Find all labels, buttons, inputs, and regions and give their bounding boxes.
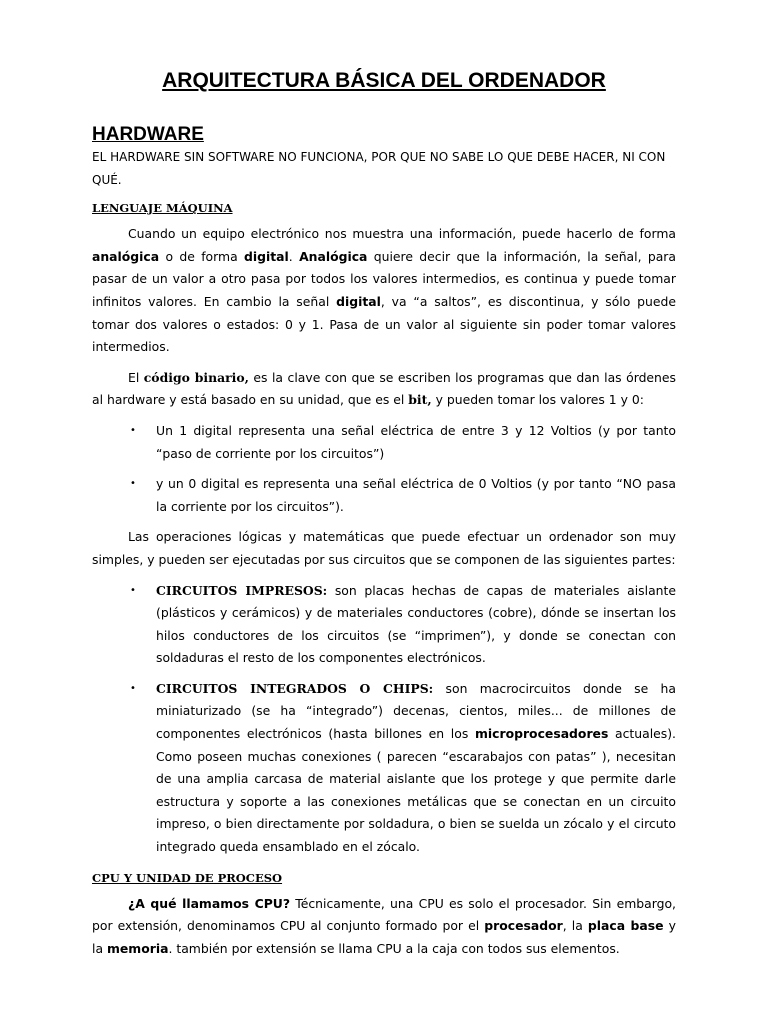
bold-term: bit, bbox=[408, 392, 432, 408]
bold-term: digital bbox=[244, 248, 289, 264]
bullet-icon: • bbox=[130, 682, 136, 694]
list-item bbox=[130, 473, 676, 518]
paragraph-operaciones: Las operaciones lógicas y matemáticas que puede efectuar un ordenador son muy simples, y pueden ser ejecutadas por sus circuitos que se componen de las siguientes partes: bbox=[92, 529, 676, 567]
bold-term: microprocesadores bbox=[474, 726, 609, 742]
text-run: o de forma bbox=[159, 248, 245, 264]
section-heading-cpu: CPU Y UNIDAD DE PROCESO bbox=[92, 870, 283, 885]
bold-term: procesador bbox=[484, 918, 563, 934]
bold-term: ¿A qué llamamos CPU? bbox=[128, 895, 291, 911]
bold-term: CIRCUITOS IMPRESOS: bbox=[156, 582, 328, 598]
list-item-text: y un 0 digital es representa una señal eléctrica de 0 Voltios (y por tanto “NO pasa la corriente por los circuitos”). bbox=[156, 476, 676, 514]
text-run: Cuando un equipo electrónico nos muestra una información, puede hacerlo de forma bbox=[128, 226, 676, 242]
hardware-subtitle: EL HARDWARE SIN SOFTWARE NO FUNCIONA, POR QUE NO SABE LO QUE DEBE HACER, NI CON QUÉ. bbox=[92, 150, 666, 187]
list-item bbox=[130, 678, 677, 859]
text-run: . también por extensión se llama CPU a la caja con todos sus elementos. bbox=[168, 940, 620, 956]
text-run: Técnicamente, una CPU es solo el procesador. Sin embargo, por extensión, denominamos CPU al conjunto formado por el bbox=[92, 895, 676, 934]
bullet-list-circuitos bbox=[92, 580, 676, 859]
bullet-icon: • bbox=[130, 478, 136, 490]
text-run: , va “a saltos”, es discontinua, y sólo puede tomar dos valores o estados: 0 y 1. Pasa de un valor al siguiente sin poder tomar valores intermedios. bbox=[92, 293, 676, 355]
list-item-text: actuales). Como poseen muchas conexiones ( parecen “escarabajos con patas” ), necesitan de una amplia carcasa de material aislante que los protege y que permite darle estructura y soporte a las conexiones metálicas que se conectan en un circuito impreso, o bien directamente por soldadura, o bien se suelda un zócalo y el circuto integrado queda ensamblado en el zócalo. bbox=[156, 726, 677, 855]
bullet-icon: • bbox=[130, 584, 136, 596]
bold-term: código binario, bbox=[143, 369, 249, 385]
text-run: . bbox=[288, 248, 300, 264]
list-item bbox=[130, 580, 676, 670]
bold-term: analógica bbox=[92, 248, 160, 264]
section-heading-lenguaje-maquina: LENGUAJE MÁQUINA bbox=[92, 201, 233, 216]
text-run: y la bbox=[92, 918, 676, 956]
paragraph-analogica-digital bbox=[92, 223, 676, 359]
list-item-text: Un 1 digital representa una señal eléctrica de entre 3 y 12 Voltios (y por tanto “paso de corriente por los circuitos”) bbox=[156, 422, 676, 461]
text-run: El bbox=[128, 369, 144, 385]
bullet-list-voltios bbox=[92, 420, 676, 518]
document-title: ARQUITECTURA BÁSICA DEL ORDENADOR bbox=[162, 69, 606, 92]
text-run: quiere decir que la información, la señal, para pasar de un valor a otro pasa por todos los valores intermedios, es continua y puede tomar infinitos valores. En cambio la señal bbox=[92, 248, 676, 309]
paragraph-cpu bbox=[92, 893, 676, 961]
section-heading-hardware: HARDWARE bbox=[92, 124, 204, 145]
bold-term: memoria bbox=[106, 940, 169, 956]
text-run: es la clave con que se escriben los programas que dan las órdenes al hardware y está basado en su unidad, que es el bbox=[92, 369, 676, 408]
bullet-icon: • bbox=[130, 424, 136, 436]
bold-term: digital bbox=[336, 293, 381, 309]
paragraph-codigo-binario bbox=[92, 367, 676, 412]
bold-term: Analógica bbox=[299, 248, 368, 264]
list-item-text: son macrocircuitos donde se ha miniaturizado (se ha “integrado”) decenas, cientos, miles... de millones de componentes electrónicos (hasta billones en los bbox=[156, 680, 676, 742]
list-item-text: son placas hechas de capas de materiales aislante (plásticos y cerámicos) y de materiales conductores (cobre), dónde se insertan los hilos conductores de los circuitos (se “imprimen”), y donde se conectan con soldaduras el resto de los componentes electrónicos. bbox=[156, 582, 676, 666]
text-run: y pueden tomar los valores 1 y 0: bbox=[431, 392, 644, 408]
bold-term: placa base bbox=[587, 918, 664, 934]
text-run: , la bbox=[562, 918, 588, 934]
bold-term: CIRCUITOS INTEGRADOS O CHIPS: bbox=[156, 680, 434, 696]
list-item bbox=[130, 420, 676, 465]
